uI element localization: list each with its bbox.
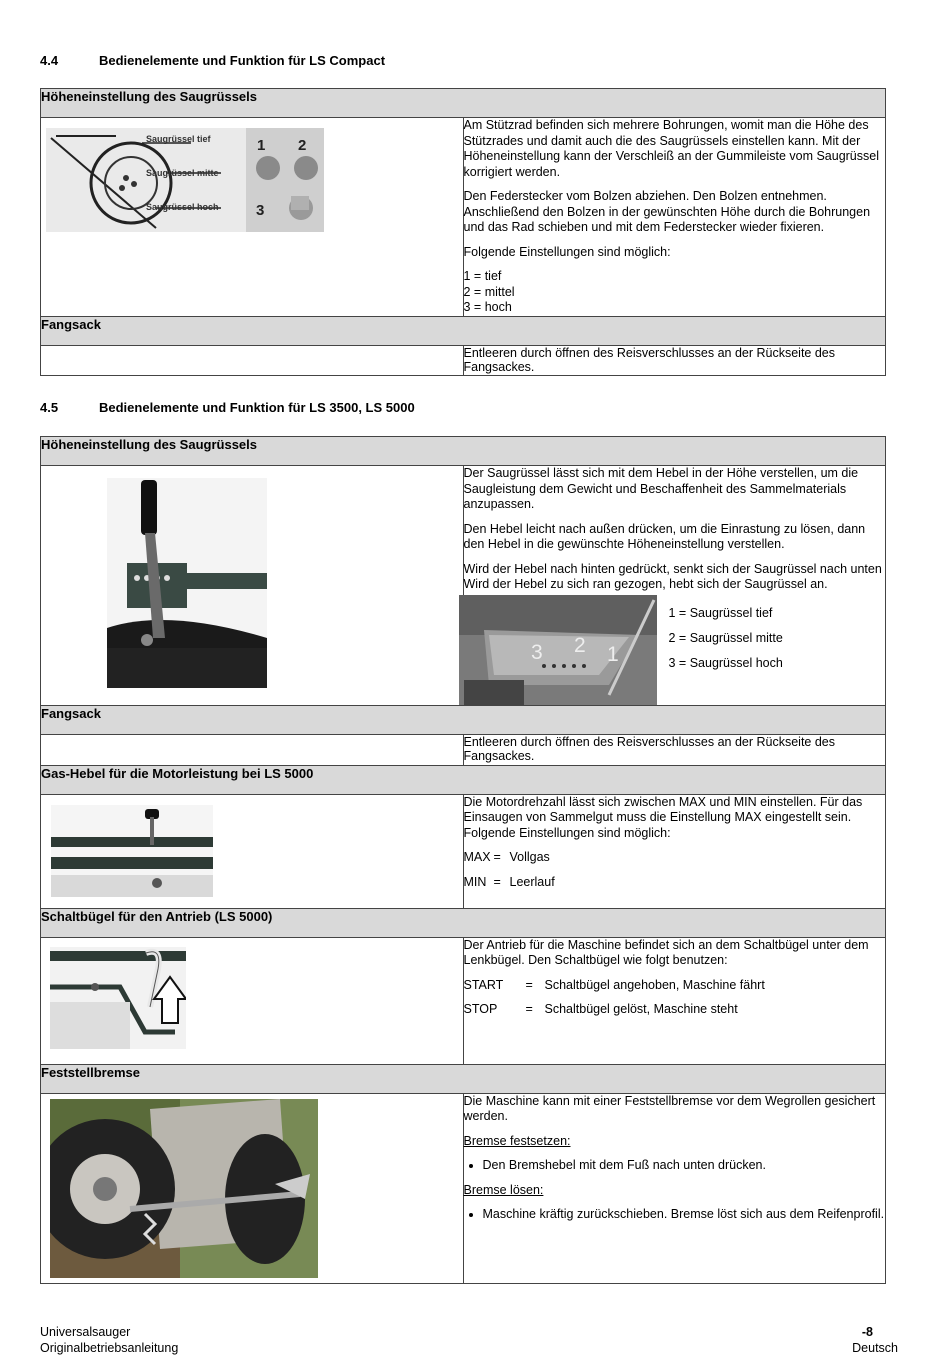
section-4-5-heading (40, 400, 415, 415)
text-cell-hoehe (463, 466, 886, 706)
setting-value: Leerlauf (509, 874, 555, 889)
setting-eq: = (525, 1002, 533, 1016)
scale-number-2: 2 (573, 633, 586, 657)
setting-key: START (463, 977, 504, 992)
settings-list (464, 269, 886, 316)
list-item: • Den Bremshebel mit dem Fuß nach unten drücken. (483, 1158, 886, 1174)
section-title: Bedienelemente und Funktion für LS Compact (99, 53, 386, 68)
number-3: 3 (256, 202, 265, 219)
image-cell-hebel (41, 466, 464, 706)
image-cell-schalt (41, 937, 464, 1064)
text-cell-gas (463, 794, 886, 908)
text-cell-brems (463, 1093, 886, 1283)
row-header-brems: Feststellbremse (41, 1064, 886, 1093)
setting-stop (464, 1002, 886, 1018)
label-hoch: Saugrüssel hoch (146, 202, 219, 212)
fangsack-text: Entleeren durch öffnen des Reisverschlusses an der Rückseite des Fangsackes. (463, 734, 886, 765)
setting-key: MAX (463, 850, 491, 864)
brems-loesen-label: Bremse lösen: (463, 1182, 544, 1197)
setting-value: Schaltbügel gelöst, Maschine steht (544, 1002, 738, 1016)
row-header-fangsack: Fangsack (41, 705, 464, 734)
fangsack-text: Entleeren durch öffnen des Reisverschlusses an der Rückseite des Fangsackes. (463, 345, 886, 375)
number-1: 1 (257, 137, 266, 154)
hebel-photo (107, 478, 267, 688)
setting-min (464, 875, 886, 891)
image-cell-stuetzrad (41, 118, 464, 317)
footer-right (852, 1324, 898, 1356)
paragraph (464, 562, 886, 593)
stuetzrad-photo (46, 128, 324, 232)
list-item: 3 = hoch (463, 300, 512, 314)
row-header-fangsack: Fangsack (41, 316, 464, 345)
setting-start (464, 978, 886, 994)
brems-loesen-list (464, 1207, 886, 1223)
row-header-hoehe: Höheneinstellung des Saugrüssels (41, 437, 886, 466)
number-2: 2 (298, 137, 307, 154)
row-header-fill (463, 316, 886, 345)
scale-number-1: 1 (606, 642, 619, 666)
list-item: 1 = Saugrüssel tief (668, 605, 773, 620)
footer-left (40, 1324, 178, 1356)
paragraph: Am Stützrad befinden sich mehrere Bohrungen, womit man die Höhe des Stützrades und damit auch die des Saugrüssels einstellen kann. Mit der Höheneinstellung kann der Verschleiß an der Gummileiste vom Saugrüssel korrigiert werden. (463, 118, 879, 179)
setting-eq: = (493, 874, 501, 889)
footer-doc-type: Originalbetriebsanleitung (40, 1341, 179, 1355)
setting-max (464, 850, 886, 866)
setting-value: Vollgas (509, 850, 550, 864)
paragraph: Folgende Einstellungen sind möglich: (463, 244, 671, 259)
brems-fest-label: Bremse festsetzen: (463, 1133, 571, 1148)
section-number: 4.5 (40, 400, 59, 415)
hebel-scale-photo (459, 595, 657, 705)
page-number: -8 (861, 1325, 873, 1339)
scale-number-3: 3 (530, 640, 543, 664)
section-title: Bedienelemente und Funktion für LS 3500, LS 5000 (99, 400, 415, 415)
label-tief: Saugrüssel tief (146, 134, 211, 144)
row-header-gas: Gas-Hebel für die Motorleistung bei LS 5000 (41, 765, 886, 794)
list-item: • Maschine kräftig zurückschieben. Bremse löst sich aus dem Reifenprofil. (483, 1207, 886, 1223)
section-4-4-table (40, 88, 886, 376)
paragraph: Den Hebel leicht nach außen drücken, um die Einrastung zu lösen, dann den Hebel in die gewünschte Höheneinstellung verstellen. (463, 521, 866, 551)
list-item: 1 = tief (463, 269, 502, 283)
label-mitte: Saugrüssel mitte (146, 168, 219, 178)
feststellbremse-photo (50, 1099, 318, 1278)
scale-list (669, 601, 783, 676)
paragraph: Den Federstecker vom Bolzen abziehen. Den Bolzen entnehmen. Anschließend den Bolzen in der gewünschten Höhe durch die Bohrungen und das Rad schieben und mit dem Federstecker wieder fixieren. (463, 189, 871, 234)
paragraph-line: Wird der Hebel nach hinten gedrückt, senkt sich der Saugrüssel nach unten (463, 561, 882, 576)
row-header-fill (463, 705, 886, 734)
gas-hebel-photo (51, 805, 213, 897)
brems-fest-list (464, 1158, 886, 1174)
paragraph: Der Antrieb für die Maschine befindet sich an dem Schaltbügel unter dem Lenkbügel. Den Schaltbügel wie folgt benutzen: (463, 937, 869, 967)
setting-eq: = (525, 977, 533, 992)
footer-product: Universalsauger (40, 1325, 131, 1339)
list-item: 3 = Saugrüssel hoch (668, 655, 783, 670)
scale-figure (459, 593, 886, 705)
empty-image-cell (41, 345, 464, 375)
paragraph: Der Saugrüssel lässt sich mit dem Hebel in der Höhe verstellen, um die Saugleistung dem Gewicht und Beschaffenheit des Sammelmaterials anzupassen. (463, 466, 859, 511)
paragraph: Die Motordrehzahl lässt sich zwischen MAX und MIN einstellen. Für das Einsaugen von Sammelgut muss die Einstellung MAX eingestellt sein. Folgende Einstellungen sind möglich: (463, 794, 863, 840)
setting-key: MIN (463, 874, 487, 889)
section-number: 4.4 (40, 53, 59, 68)
setting-key: STOP (463, 1002, 498, 1016)
footer-language: Deutsch (852, 1341, 898, 1355)
setting-eq: = (493, 850, 501, 864)
section-4-5-table (40, 436, 886, 1284)
list-item: 2 = mittel (463, 284, 515, 299)
schaltbuegel-photo (50, 947, 186, 1049)
paragraph: Die Maschine kann mit einer Feststellbremse vor dem Wegrollen gesichert werden. (463, 1093, 876, 1123)
paragraph-line: Wird der Hebel zu sich ran gezogen, hebt sich der Saugrüssel an. (463, 577, 828, 591)
section-4-4-heading (40, 53, 385, 68)
row-header-hoehe: Höheneinstellung des Saugrüssels (41, 89, 886, 118)
text-cell-schalt (463, 937, 886, 1064)
setting-value: Schaltbügel angehoben, Maschine fährt (544, 977, 765, 992)
text-cell-hoehe (463, 118, 886, 317)
row-header-schalt: Schaltbügel für den Antrieb (LS 5000) (41, 908, 886, 937)
image-cell-brems (41, 1093, 464, 1283)
image-cell-gas (41, 794, 464, 908)
empty-image-cell (41, 734, 464, 765)
list-item: 2 = Saugrüssel mitte (668, 630, 783, 645)
